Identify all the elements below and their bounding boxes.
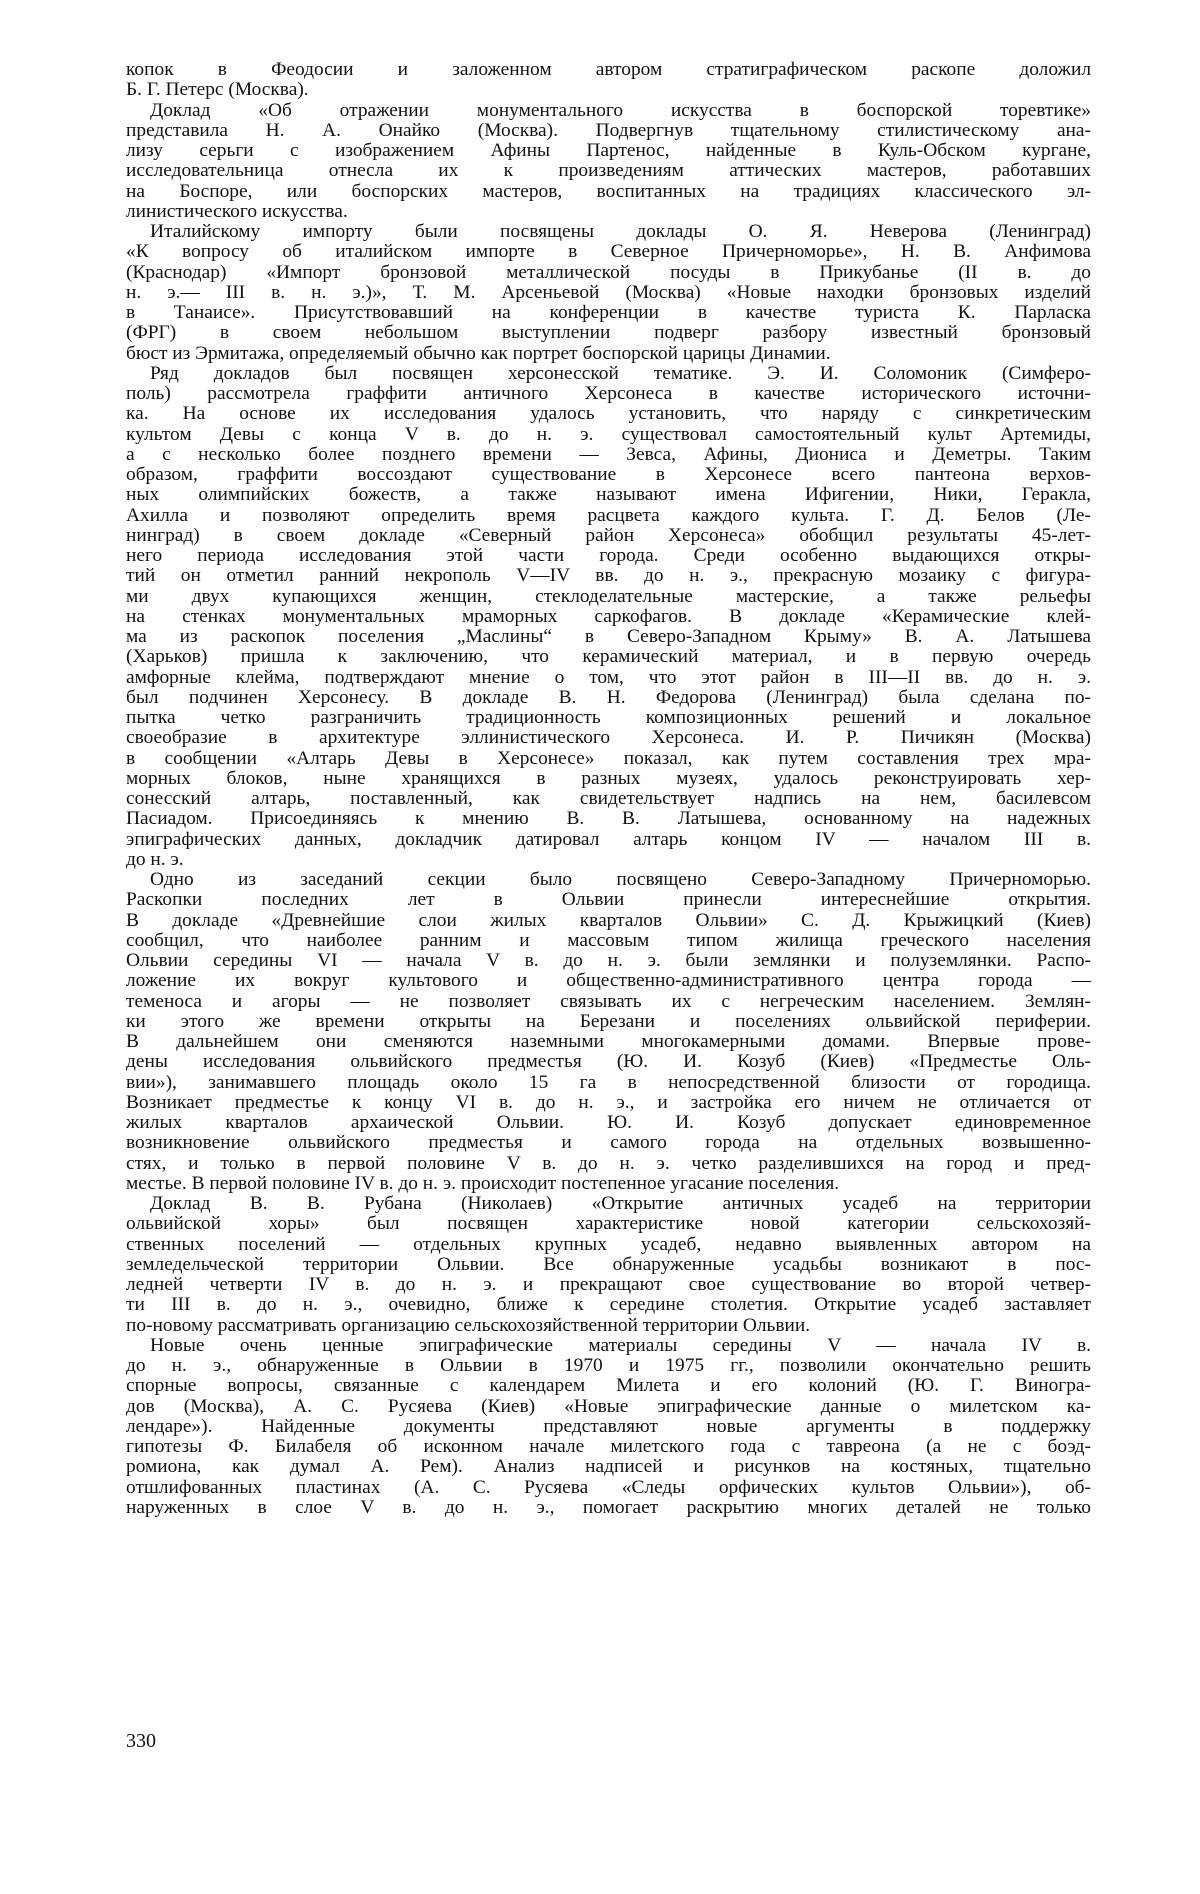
text-line: на Боспоре, или боспорских мастеров, воспитанных на традициях классического эл- [126, 180, 1091, 202]
text-line: ольвийской хоры» был посвящен характеристике новой категории сельскохозяй- [126, 1213, 1091, 1235]
text-line: вии»), занимавшего площадь около 15 га в непосредственной близости от городища. [126, 1071, 1091, 1093]
article-text [126, 60, 1091, 1518]
text-line: В дальнейшем они сменяются наземными многокамерными домами. Впервые прове- [126, 1031, 1091, 1052]
text-line: пытка четко разграничить традиционность композиционных решений и локальное [126, 707, 1091, 728]
text-line: а с несколько более позднего времени — Зевса, Афины, Диониса и Деметры. Таким [126, 443, 1091, 465]
text-line: лендаре»). Найденные документы представляют новые аргументы в поддержку [126, 1415, 1091, 1437]
text-line: на стенках монументальных мраморных саркофагов. В докладе «Керамические клей- [126, 605, 1091, 627]
text-line: линистического искусства. [126, 200, 348, 222]
text-line: Новые очень ценные эпиграфические материалы середины V — начала IV в. [150, 1334, 1091, 1356]
text-line: «К вопросу об италийском импорте в Северное Причерноморье», Н. В. Анфимова [126, 241, 1091, 263]
text-line: Ольвии середины VI — начала V в. до н. э. были землянки и полуземлянки. Распо- [126, 950, 1091, 971]
text-line: него периода исследования этой части города. Среди особенно выдающихся откры- [126, 545, 1091, 566]
text-line: ти III в. до н. э., очевидно, ближе к середине столетия. Открытие усадеб заставляет [126, 1294, 1091, 1316]
text-line: нинград) в своем докладе «Северный район Херсонеса» обобщил результаты 45-лет- [126, 524, 1091, 546]
text-line: ледней четверти IV в. до н. э. и прекращают свое существование во второй четвер- [126, 1274, 1091, 1295]
text-line: спорные вопросы, связанные с календарем Милета и его колоний (Ю. Г. Виногра- [126, 1375, 1091, 1397]
text-line: ма из раскопок поселения „Маслины“ в Северо-Западном Крыму» В. А. Латышева [126, 626, 1091, 647]
text-line: бюст из Эрмитажа, определяемый обычно как портрет боспорской царицы Динамии. [126, 342, 831, 364]
text-line: до н. э., обнаруженные в Ольвии в 1970 и 1975 гг., позволили окончательно решить [126, 1355, 1091, 1376]
text-line: В докладе «Древнейшие слои жилых кварталов Ольвии» С. Д. Крыжицкий (Киев) [126, 909, 1091, 931]
text-line: ки этого же времени открыты на Березани и поселениях ольвийской периферии. [126, 1010, 1091, 1032]
text-line: эпиграфических данных, докладчик датировал алтарь концом IV — началом III в. [126, 828, 1091, 850]
text-line: отшлифованных пластинах (А. С. Русяева «Следы орфических культов Ольвии»), об- [126, 1476, 1091, 1498]
text-line: образом, граффити воссоздают существование в Херсонесе всего пантеона верхов- [126, 464, 1091, 485]
text-line: н. э.— III в. н. э.)», Т. М. Арсеньевой (Москва) «Новые находки бронзовых изделий [126, 281, 1091, 303]
text-line: возникновение ольвийского предместья и самого города на отдельных возвышенно- [126, 1132, 1091, 1154]
text-line: представила Н. А. Онайко (Москва). Подвергнув тщательному стилистическому ана- [126, 119, 1091, 141]
text-line: сонесский алтарь, поставленный, как свидетельствует надпись на нем, басилевсом [126, 788, 1091, 809]
text-line: лизу серьги с изображением Афины Партенос, найденные в Куль-Обском кургане, [126, 140, 1091, 161]
text-line: земледельческой территории Ольвии. Все обнаруженные усадьбы возникают в пос- [126, 1253, 1091, 1275]
text-line: исследовательница отнесла их к произведениям аттических мастеров, работавших [126, 160, 1091, 182]
text-line: культом Девы с конца V в. до н. э. существовал самостоятельный культ Артемиды, [126, 423, 1091, 445]
text-line: в сообщении «Алтарь Девы в Херсонесе» показал, как путем составления трех мра- [126, 747, 1091, 769]
text-line: в Танаисе». Присутствовавший на конференции в качестве туриста К. Парласка [126, 302, 1091, 323]
text-line: ромиона, как думал А. Рем). Анализ надписей и рисунков на костяных, тщательно [126, 1456, 1091, 1478]
text-line: своеобразие в архитектуре эллинистического Херсонеса. И. Р. Пичикян (Москва) [126, 727, 1091, 749]
text-line: ка. На основе их исследования удалось установить, что наряду с синкретическим [126, 403, 1091, 425]
text-line: дены исследования ольвийского предместья (Ю. И. Козуб (Киев) «Предместье Оль- [126, 1051, 1091, 1073]
text-line: копок в Феодосии и заложенном автором стратиграфическом раскопе доложил [126, 59, 1091, 80]
text-line: сообщил, что наиболее ранним и массовым типом жилища греческого населения [126, 929, 1091, 951]
text-line: теменоса и агоры — не позволяет связывать их с негреческим населением. Землян- [126, 990, 1091, 1012]
text-line: Ряд докладов был посвящен херсонесской тематике. Э. И. Соломоник (Симферо- [150, 362, 1091, 384]
text-line: ми двух купающихся женщин, стеклоделательные мастерские, а также рельефы [126, 585, 1091, 607]
text-line: (Краснодар) «Импорт бронзовой металлической посуды в Прикубанье (II в. до [126, 261, 1091, 283]
text-line: Пасиадом. Присоединяясь к мнению В. В. Латышева, основанному на надежных [126, 808, 1091, 830]
text-line: дов (Москва), А. С. Русяева (Киев) «Новые эпиграфические данные о милетском ка- [126, 1395, 1091, 1417]
text-line: по-новому рассматривать организацию сельскохозяйственной территории Ольвии. [126, 1314, 811, 1336]
text-line: ных олимпийских божеств, а также называют имена Ифигении, Ники, Геракла, [126, 484, 1091, 506]
text-line: тий он отметил ранний некрополь V—IV вв. до н. э., прекрасную мозаику с фигура- [126, 565, 1091, 587]
text-line: Возникает предместье к концу VI в. до н. э., и застройка его ничем не отличается от [126, 1091, 1091, 1113]
text-line: до н. э. [126, 848, 184, 870]
text-line: морных блоков, ныне хранящихся в разных музеях, удалось реконструировать хер- [126, 767, 1091, 789]
text-line: жилых кварталов архаической Ольвии. Ю. И. Козуб допускает единовременное [126, 1112, 1091, 1133]
text-line: гипотезы Ф. Билабеля об исконном начале милетского года с тавреона (а не с боэд- [126, 1436, 1091, 1457]
text-line: был подчинен Херсонесу. В докладе В. Н. Федорова (Ленинград) была сделана по- [126, 686, 1091, 708]
text-line: поль) рассмотрела граффити античного Херсонеса в качестве исторического источни- [126, 383, 1091, 404]
text-line: стях, и только в первой половине V в. до н. э. четко разделившихся на город и пред- [126, 1152, 1091, 1174]
text-line: Ахилла и позволяют определить время расцвета каждого культа. Г. Д. Белов (Ле- [126, 504, 1091, 526]
text-line: Одно из заседаний секции было посвящено Северо-Западному Причерноморью. [150, 869, 1091, 890]
text-line: амфорные клейма, подтверждают мнение о том, что этот район в III—II вв. до н. э. [126, 666, 1091, 688]
text-line: Италийскому импорту были посвящены доклады О. Я. Неверова (Ленинград) [150, 221, 1091, 242]
text-line: местье. В первой половине IV в. до н. э. происходит постепенное угасание поселения. [126, 1172, 840, 1194]
text-line: Раскопки последних лет в Ольвии принесли интереснейшие открытия. [126, 889, 1091, 911]
text-line: Доклад В. В. Рубана (Николаев) «Открытие античных усадеб на территории [150, 1193, 1091, 1214]
text-line: ложение их вокруг культового и общественно-административного центра города — [126, 970, 1091, 992]
page-number: 330 [126, 1730, 156, 1752]
text-line: (ФРГ) в своем небольшом выступлении подверг разбору известный бронзовый [126, 322, 1091, 344]
text-line: ственных поселений — отдельных крупных усадеб, недавно выявленных автором на [126, 1233, 1091, 1255]
text-line: наруженных в слое V в. до н. э., помогает раскрытию многих деталей не только [126, 1496, 1091, 1518]
text-line: Б. Г. Петерс (Москва). [126, 79, 309, 101]
text-line: (Харьков) пришла к заключению, что керамический материал, и в первую очередь [126, 646, 1091, 668]
text-line: Доклад «Об отражении монументального искусства в боспорской торевтике» [150, 99, 1091, 121]
